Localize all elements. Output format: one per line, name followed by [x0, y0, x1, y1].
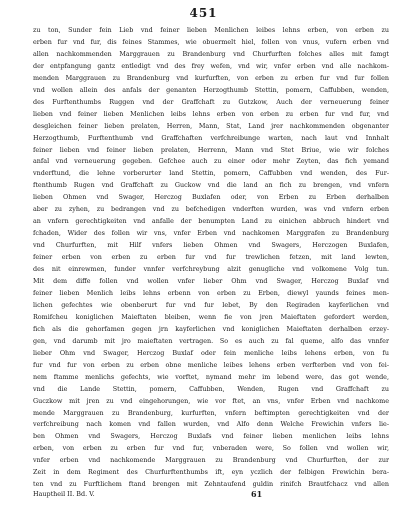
text-line: anfal vnd verneuerung gegeben. Gefchee auch zu einer oder mehr Zeyten, das fich yemand [33, 157, 389, 166]
text-line: lieben Ohmen vnd Swager, Herczog Buxlafen oder, von Erben zu Erben derhalben [33, 193, 389, 202]
text-line: allen nachkommenden Marggrauen zu Brandenburg vnd Churfurften folches alles mit famgt [33, 49, 389, 58]
text-line: erben fur vnd fur, dis feines Stammes, wie obuermelt hiel, follen von vnus, vufern erben vnd [33, 37, 389, 46]
text-line: vnd Churfurften, mit Hilf vnfers lieben Ohmen vnd Swagers, Herczogen Buxlafen, [33, 241, 389, 250]
text-line: feiner erben von erben zu erben fur vnd fur trewlichen fetzen, mit land lewten, [33, 253, 389, 262]
text-line: Mit dem diffe follen vnd wollen vnfer lieber Ohm vnd Swager, Herczog Buxlaf vnd [33, 277, 389, 286]
text-line: ftenthumb Rugen vnd Graffchaft zu Guckow vnd die land an fich zu brengen, vnd vnfern [33, 181, 389, 190]
text-line: ben Ohmen vnd Swagers, Herczog Buxlafs vnd feiner lieben menlichen leibs lehns [33, 432, 389, 441]
text-line: Romifcheu koniglichen Maieftaten bleiben, wenn fie von jren Maieftaten gefordert werden, [33, 312, 389, 321]
text-line: ten vnd zu Furftlichem ftand brengen mit Zehntaufend guldin rinifch Brautfchacz vnd allen [33, 480, 389, 489]
text-line: an vnfern gerechtigkeiten vnd anfalle der benumpten Land zu einichen abbruch hindert vnd [33, 217, 389, 226]
text-line: feiner lieben vnd feiner lieben prelaten, Herrenn, Mann vnd Stet Briue, wie wir folches [33, 145, 389, 154]
text-line: vnd die Lande Stettin, pomern, Caffubben, Wenden, Rugen vnd Graffchaft zu [33, 384, 389, 393]
text-line: nem ftamme menlichs gefechts, wie vorftet, nymand mehr im lebend were, das got wende, [33, 372, 389, 381]
text-line: Guczkow mit jren zu vnd eingehorungen, wie vor ftet, an vns, vnfer Erben vnd nachkome [33, 396, 389, 405]
text-line: desgleichen feiner lieben prelaten, Herren, Mann, Stat, Land jrer nachkommenden obgenanter [33, 121, 389, 130]
body-text [33, 25, 389, 491]
text-line: menden Marggrauen zu Brandenburg vnd kurfurften, von erben zu erben fur vnd fur follen [33, 73, 389, 82]
text-line: Zeit in dem Regiment des Churfurftenthumbs ift, eyn yczlich der felbigen Frewichin bera- [33, 468, 389, 477]
text-line: vnfer erben vnd nachkomende Marggrauen zu Brandenburg vnd Churfurften, der zur [33, 456, 389, 465]
text-line: zu ton, Sunder fein Lieb vnd feiner lieben Menlichen leibes lehns erben, von erben zu [33, 26, 389, 34]
text-line: gen, vnd darumb mit jro maieftaten vertragen. So es auch zu fal queme, alfo das vnnfer [33, 336, 389, 345]
text-line: des Furftenthumbs Ruggen vnd der Graffchaft zu Gutzkow, Auch der verneuerung feiner [33, 97, 389, 106]
text-line: vnd wollen allein des anfals der genanten Herzogthumb Stettin, pomern, Caffubben, wenden, [33, 85, 389, 94]
text-line: erben, von erben zu erben fur vnd fur, vnberaden were, So follen vnd wollen wir, [33, 444, 389, 453]
text-line: fich als die gehorfamen gegen jrn kayferlichen vnd koniglichen Maieftaten derhalben erzey- [33, 324, 389, 333]
footer-signature: Hauptheil II. Bd. V. [33, 490, 95, 498]
text-line: aber zu zyhen, zu bedrangen vnd zu befchedigen vnderften wurden, was vnd vnfern erben [33, 205, 389, 214]
text-line: der entpfangung gantz entledigt vnd des frey wefen, vnd wir, vnfer erben vnd alle nachkom- [33, 61, 389, 70]
text-line: Herzogthumb, Furftenthumb vnd Graffchaften verfchreibunge warten, nach laut vnd Innhalt [33, 133, 389, 142]
text-line: fur vnd fur von erben zu erben obne menliche leibes lehens erben verfterben vnd von fei- [33, 360, 389, 369]
text-line: lieber Ohm vnd Swager, Herczog Buxlaf oder fein menliche leibs lehens erben, von fu [33, 348, 389, 357]
text-line: lichen gefechtes wie obenberurt fur vnd fur lebet, By den Regiraden kayferlichen vnd [33, 300, 389, 309]
text-line: vnderftund, die lehne vorberurter land Stettin, pomern, Caffubben vnd wenden, des Fur- [33, 169, 389, 178]
text-line: mende Marggrauen zu Brandenburg, kurfurften, vnfern beftimpten gerechtigkeiten vnd der [33, 408, 389, 417]
footer-sheet-number: 61 [251, 489, 263, 499]
text-line: des nit einrewmen, funder vnnfer verfchreybung alzit genugliche vnd volkomene Volg tun. [33, 265, 389, 274]
text-line: verfchreibung nach komen vnd fallen wurden, vnd Alfo denn Welche Frewichin vnfers lie- [33, 420, 389, 429]
page-footer [33, 490, 389, 500]
text-line: lieben vnd feiner lieben Menlichen leibs lehns erben von erben zu erben fur vnd fur, vnd [33, 109, 389, 118]
text-line: feiner lieben Menlich leibs lehns erbenn von erben zu Erben, diewyl yaunds feines men- [33, 288, 389, 297]
text-line: fchaden, Wider des follen wir vns, vnfer Erben vnd nachkomen Marggrafen zu Brandenburg [33, 229, 389, 238]
page-number: 451 [189, 6, 218, 20]
